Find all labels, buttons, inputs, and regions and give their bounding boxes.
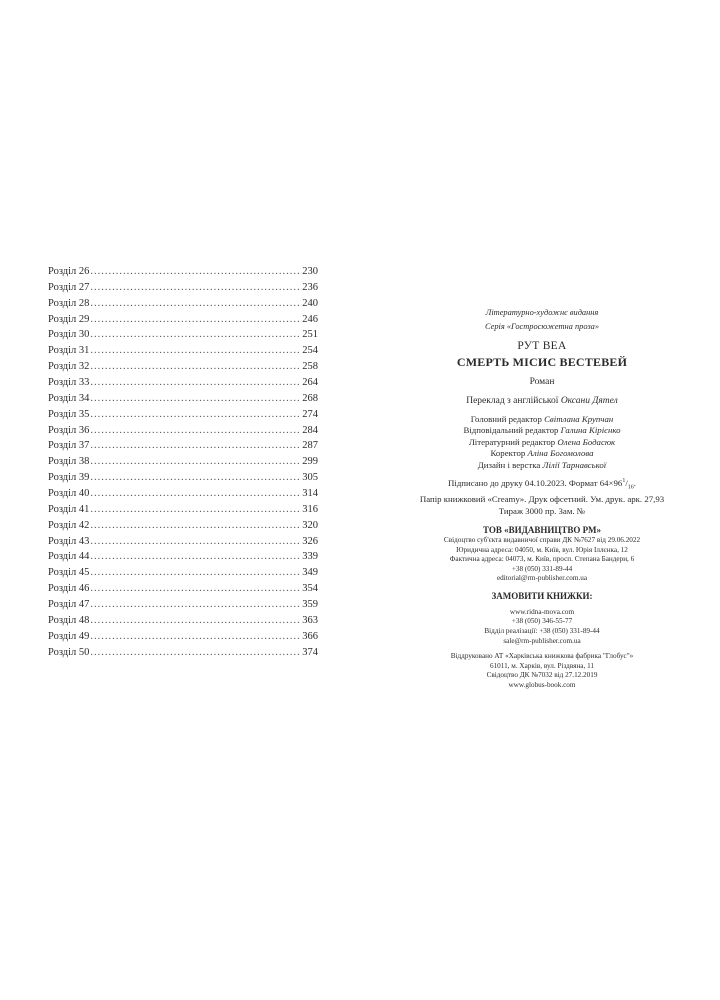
toc-entry-page: 254	[302, 345, 318, 357]
order-heading: ЗАМОВИТИ КНИЖКИ:	[491, 590, 593, 601]
fraction-denominator: 16	[627, 484, 634, 491]
staff-entry	[415, 425, 669, 436]
toc-leader-dots	[90, 280, 301, 296]
toc-entry-title: Розділ 26	[48, 266, 90, 277]
toc-entry-page: 374	[302, 646, 318, 658]
printer-detail-line: www.globus-book.com	[508, 681, 576, 690]
toc-leader-dots	[90, 597, 301, 613]
toc-entry	[48, 645, 318, 661]
toc-entry-page: 284	[302, 424, 318, 436]
print-paper: Папір книжковий «Creamy». Друк офсетний. Ум. друк. арк. 27,93	[419, 494, 665, 505]
toc-leader-dots	[90, 470, 301, 486]
toc-entry-page: 305	[302, 472, 318, 484]
publisher-detail-line: Свідоцтво суб'єкта видавничої справи ДК №7627 від 29.06.2022	[443, 535, 641, 544]
toc-entry	[48, 312, 318, 328]
toc-entry	[48, 343, 318, 359]
toc-leader-dots	[90, 486, 301, 502]
toc-entry-title: Розділ 28	[48, 297, 90, 309]
toc-entry	[48, 375, 318, 391]
toc-entry-page: 258	[302, 361, 318, 373]
author-name: РУТ ВЕА	[517, 340, 567, 352]
publisher-detail-line: Юридична адреса: 04050, м. Київ, вул. Юрія Іллєнка, 12	[456, 545, 628, 554]
toc-entry-title: Розділ 47	[48, 599, 90, 611]
toc-entry-title: Розділ 46	[48, 583, 90, 595]
toc-entry-page: 268	[302, 392, 318, 404]
toc-leader-dots	[90, 502, 301, 518]
order-detail-line: +38 (050) 346-55-77	[511, 617, 573, 626]
toc-entry	[48, 438, 318, 454]
toc-entry-title: Розділ 37	[48, 440, 90, 452]
right-page	[360, 0, 720, 1000]
toc-leader-dots	[90, 518, 301, 534]
toc-entry-title: Розділ 31	[48, 345, 90, 357]
toc-leader-dots	[90, 312, 301, 328]
staff-name: Галина Кірієнко	[560, 425, 621, 436]
toc-leader-dots	[90, 264, 301, 280]
toc-entry-page: 354	[302, 583, 318, 595]
toc-leader-dots	[90, 613, 301, 629]
toc-entry-title: Розділ 45	[48, 567, 90, 579]
toc-leader-dots	[90, 375, 301, 391]
order-detail-line: Відділ реалізації: +38 (050) 331-89-44	[484, 627, 600, 636]
toc-leader-dots	[90, 549, 301, 565]
toc-leader-dots	[90, 645, 301, 661]
staff-role: Відповідальний редактор	[463, 425, 559, 436]
staff-list	[415, 414, 669, 471]
printer-detail-line: 61011, м. Харків, вул. Різдвяна, 11	[489, 661, 594, 670]
toc-entry-title: Розділ 43	[48, 535, 90, 547]
toc-entry-title: Розділ 44	[48, 551, 90, 563]
staff-name: Лілії Тарнавської	[542, 459, 607, 470]
toc-entry-title: Розділ 41	[48, 503, 90, 515]
toc-entry	[48, 327, 318, 343]
toc-entry	[48, 454, 318, 470]
book-title: СМЕРТЬ МІСИС ВЕСТЕВЕЙ	[456, 355, 628, 369]
toc-entry-title: Розділ 40	[48, 488, 90, 500]
toc-entry-title: Розділ 29	[48, 313, 90, 325]
toc-entry	[48, 534, 318, 550]
toc-leader-dots	[90, 438, 301, 454]
toc-entry-page: 349	[302, 567, 318, 579]
toc-entry-page: 316	[302, 503, 318, 515]
order-detail-line: sale@rm-publisher.com.ua	[503, 636, 581, 645]
translator-name: Оксани Дятел	[560, 396, 618, 406]
toc-entry-title: Розділ 50	[48, 646, 90, 658]
print-signed: Підписано до друку 04.10.2023. Формат 64×96	[448, 477, 623, 488]
toc-leader-dots	[90, 534, 301, 550]
staff-role: Головний редактор	[470, 414, 542, 424]
toc-entry-page: 246	[302, 313, 318, 325]
staff-entry	[415, 460, 669, 471]
order-block	[415, 590, 669, 646]
toc-entry-page: 339	[302, 551, 318, 563]
toc-entry	[48, 470, 318, 486]
toc-entry	[48, 296, 318, 312]
toc-entry-page: 251	[302, 329, 318, 341]
staff-role: Коректор	[490, 448, 526, 459]
toc-entry-title: Розділ 34	[48, 392, 90, 404]
toc-entry-page: 230	[302, 266, 318, 277]
staff-role: Літературний редактор	[468, 436, 556, 447]
fraction-end: .	[633, 477, 636, 488]
toc-leader-dots	[90, 423, 301, 439]
toc-entry	[48, 486, 318, 502]
publisher-details	[415, 536, 669, 584]
toc-entry	[48, 597, 318, 613]
toc-entry	[48, 264, 318, 280]
print-signed-line: Підписано до друку 04.10.2023. Формат $64\times 96^1/_{16}$.	[448, 477, 636, 491]
toc-leader-dots	[90, 359, 301, 375]
toc-entry-page: 326	[302, 535, 318, 547]
toc-entry-title: Розділ 38	[48, 456, 90, 468]
toc-entry-title: Розділ 33	[48, 377, 90, 389]
toc-leader-dots	[90, 407, 301, 423]
toc-leader-dots	[90, 327, 301, 343]
toc-entry-title: Розділ 39	[48, 472, 90, 484]
toc-entry	[48, 359, 318, 375]
toc-entry-title: Розділ 27	[48, 281, 90, 293]
edition-type: Літературно-художнє видання	[485, 308, 599, 317]
toc-entry-page: 363	[302, 614, 318, 626]
toc-entry	[48, 423, 318, 439]
translation-prefix: Переклад з англійської	[466, 396, 559, 406]
toc-leader-dots	[90, 581, 301, 597]
toc-entry	[48, 407, 318, 423]
toc-entry-title: Розділ 42	[48, 519, 90, 531]
publisher-name: ТОВ «ВИДАВНИЦТВО РМ»	[483, 524, 601, 535]
translation-line	[415, 395, 669, 408]
toc-entry	[48, 613, 318, 629]
toc-entry	[48, 581, 318, 597]
genre-line: Роман	[529, 377, 555, 387]
printer-detail-line: Свідоцтво ДК №7032 від 27.12.2019	[486, 671, 598, 680]
toc-entry	[48, 549, 318, 565]
print-run: Тираж 3000 пр. Зам. №	[498, 505, 586, 516]
toc-entry-title: Розділ 30	[48, 329, 90, 341]
toc-entry	[48, 280, 318, 296]
print-details	[415, 476, 669, 517]
series-line: Серія «Гостросюжетна проза»	[484, 322, 600, 331]
toc-entry-page: 299	[302, 456, 318, 468]
fraction-numerator: 1	[622, 478, 626, 485]
toc-entry-title: Розділ 48	[48, 614, 90, 626]
toc-entry-page: 240	[302, 297, 318, 309]
staff-entry	[415, 437, 669, 448]
publisher-detail-line: +38 (050) 331-89-44	[511, 564, 573, 573]
toc-entry	[48, 502, 318, 518]
publisher-detail-line: Фактична адреса: 04073, м. Київ, просп. Степана Бандери, 6	[449, 555, 635, 564]
staff-entry	[415, 448, 669, 459]
toc-entry-page: 359	[302, 599, 318, 611]
staff-name: Світлана Крупчан	[544, 414, 614, 424]
staff-entry	[415, 414, 669, 425]
toc-leader-dots	[90, 454, 301, 470]
table-of-contents	[48, 264, 318, 660]
toc-entry-page: 287	[302, 440, 318, 452]
toc-leader-dots	[90, 296, 301, 312]
colophon	[415, 307, 669, 691]
toc-entry-page: 366	[302, 630, 318, 642]
toc-entry-title: Розділ 36	[48, 424, 90, 436]
toc-entry-page: 236	[302, 281, 318, 293]
staff-role: Дизайн і верстка	[477, 459, 541, 470]
printer-detail-line: Віддруковано АТ «Харківська книжкова фабрика "Глобус"»	[450, 652, 634, 661]
toc-leader-dots	[90, 565, 301, 581]
toc-entry	[48, 629, 318, 645]
toc-leader-dots	[90, 629, 301, 645]
publisher-block	[415, 524, 669, 584]
toc-entry	[48, 391, 318, 407]
toc-entry-title: Розділ 49	[48, 630, 90, 642]
toc-entry	[48, 518, 318, 534]
staff-name: Олена Бодасюк	[557, 436, 616, 447]
order-details	[415, 608, 669, 646]
toc-leader-dots	[90, 343, 301, 359]
toc-entry-title: Розділ 32	[48, 361, 90, 373]
toc-entry-page: 314	[302, 488, 318, 500]
toc-entry-page: 320	[302, 519, 318, 531]
toc-entry-title: Розділ 35	[48, 408, 90, 420]
toc-leader-dots	[90, 391, 301, 407]
printer-block	[415, 652, 669, 690]
toc-entry-page: 264	[302, 377, 318, 389]
staff-name: Аліна Богомолова	[527, 448, 594, 459]
order-detail-line: www.ridna-mova.com	[509, 607, 575, 616]
toc-entry-page: 274	[302, 408, 318, 420]
publisher-detail-line: editorial@rm-publisher.com.ua	[496, 574, 588, 583]
toc-entry	[48, 565, 318, 581]
